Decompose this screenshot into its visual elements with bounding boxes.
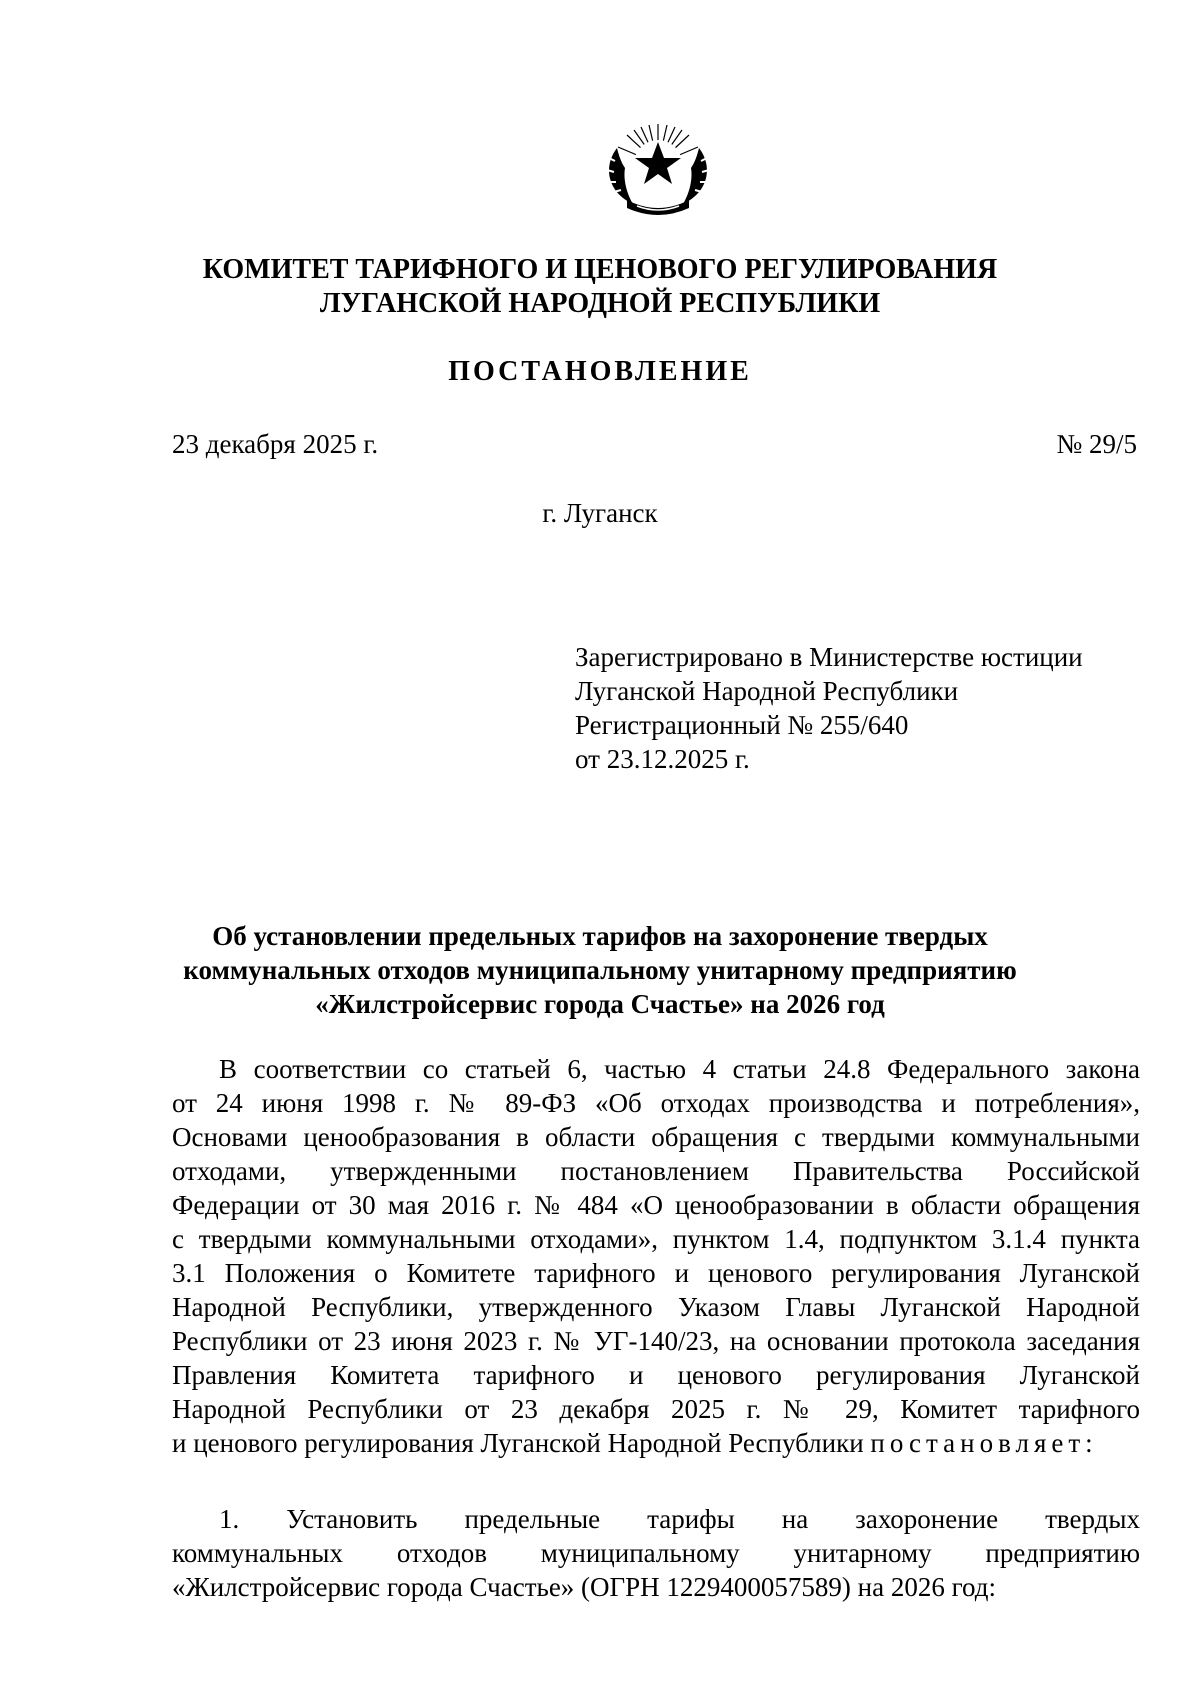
- preamble-line: Федерации от 30 мая 2016 г. № 484 «О ценообразовании в области обращения: [172, 1190, 1140, 1220]
- preamble-line: В соответствии со статьей 6, частью 4 статьи 24.8 Федерального закона: [219, 1054, 1140, 1084]
- registration-line-1: Зарегистрировано в Министерстве юстиции: [575, 642, 1083, 672]
- organization-title-line-1: КОМИТЕТ ТАРИФНОГО И ЦЕНОВОГО РЕГУЛИРОВАНИЯ: [202, 254, 998, 285]
- subject-line-3: «Жилстройсервис города Счастье» на 2026 год: [315, 989, 885, 1019]
- preamble-line: Республики от 23 июня 2023 г. № УГ-140/23, на основании протокола заседания: [172, 1326, 1140, 1356]
- registration-line-3: Регистрационный № 255/640: [575, 710, 909, 740]
- preamble-line: с твердыми коммунальными отходами», пунктом 1.4, подпунктом 3.1.4 пункта: [172, 1224, 1140, 1254]
- document-number: № 29/5: [1056, 429, 1137, 459]
- subject-line-1: Об установлении предельных тарифов на захоронение твердых: [212, 921, 988, 951]
- preamble-line: и ценового регулирования Луганской Народной Республики: [172, 1428, 864, 1458]
- preamble-line: Народной Республики от 23 декабря 2025 г. № 29, Комитет тарифного: [172, 1394, 1140, 1424]
- document-type: ПОСТАНОВЛЕНИЕ: [448, 356, 752, 387]
- preamble-line: 3.1 Положения о Комитете тарифного и ценового регулирования Луганской: [172, 1258, 1140, 1288]
- registration-block: [575, 640, 1083, 776]
- organization-title-line-2: ЛУГАНСКОЙ НАРОДНОЙ РЕСПУБЛИКИ: [319, 288, 881, 319]
- preamble-line: отходами, утвержденными постановлением Правительства Российской: [172, 1156, 1140, 1186]
- preamble-line: Правления Комитета тарифного и ценового регулирования Луганской: [172, 1360, 1140, 1390]
- resolves-word: постановляет:: [870, 1428, 1098, 1458]
- clause-1-paragraph: [172, 1502, 1140, 1604]
- document-subject: [160, 919, 1040, 1021]
- preamble-line: Народной Республики, утвержденного Указом Главы Луганской Народной: [172, 1292, 1140, 1322]
- preamble-line: Основами ценообразования в области обращения с твердыми коммунальными: [172, 1122, 1140, 1152]
- preamble-line: от 24 июня 1998 г. № 89-ФЗ «Об отходах производства и потребления»,: [172, 1088, 1140, 1118]
- clause-line: коммунальных отходов муниципальному унитарному предприятию: [172, 1538, 1140, 1568]
- coat-of-arms-icon: [597, 118, 719, 216]
- document-city: г. Луганск: [542, 498, 658, 528]
- registration-line-4: от 23.12.2025 г.: [575, 744, 750, 774]
- document-date: 23 декабря 2025 г.: [172, 429, 379, 459]
- clause-line: 1. Установить предельные тарифы на захоронение твердых: [219, 1504, 1140, 1534]
- preamble-paragraph: [172, 1052, 1140, 1460]
- preamble-last-line: [172, 1426, 1140, 1460]
- organization-title: [160, 253, 1040, 321]
- subject-line-2: коммунальных отходов муниципальному унитарному предприятию: [183, 955, 1017, 985]
- clause-line: «Жилстройсервис города Счастье» (ОГРН 1229400057589) на 2026 год:: [172, 1572, 996, 1602]
- registration-line-2: Луганской Народной Республики: [575, 676, 959, 706]
